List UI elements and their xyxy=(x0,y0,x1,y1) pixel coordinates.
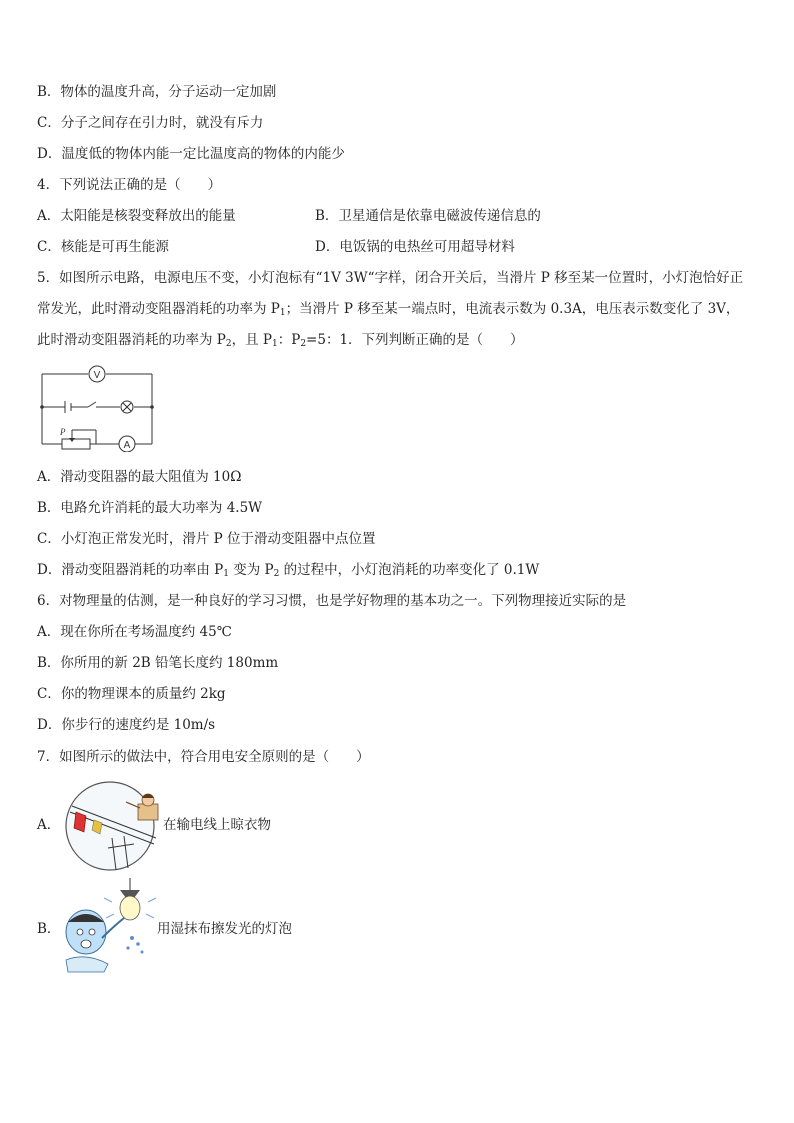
q6-option-a: A．现在你所在考场温度约 45℃ xyxy=(37,624,232,640)
circuit-diagram xyxy=(36,362,156,452)
q6-option-c: C．你的物理课本的质量约 2kg xyxy=(37,686,226,702)
q7-option-a-caption: 在输电线上晾衣物 xyxy=(163,817,271,833)
q5-option-c: C．小灯泡正常发光时，滑片 P 位于滑动变阻器中点位置 xyxy=(37,531,376,547)
q3-option-d: D．温度低的物体内能一定比温度高的物体的内能少 xyxy=(37,146,345,162)
q4-stem: 4．下列说法正确的是（ ） xyxy=(37,177,222,193)
q7-option-a-label: A． xyxy=(37,817,61,833)
voltmeter-label: V xyxy=(93,370,101,381)
q7-stem: 7．如图所示的做法中，符合用电安全原则的是（ ） xyxy=(37,749,370,765)
q6-option-d: D．你步行的速度约是 10m/s xyxy=(37,717,216,733)
q4-option-a: A．太阳能是核裂变释放出的能量 xyxy=(37,208,236,224)
q6-option-b: B．你所用的新 2B 铅笔长度约 180mm xyxy=(37,655,279,671)
q3-option-c: C．分子之间存在引力时，就没有斥力 xyxy=(37,115,264,131)
q7-option-b-label: B． xyxy=(37,921,61,937)
q7-option-b-caption: 用湿抹布擦发光的灯泡 xyxy=(157,921,292,937)
slider-label: P xyxy=(60,427,66,437)
q5-option-a: A．滑动变阻器的最大阻值为 10Ω xyxy=(37,469,242,485)
q5-stem-line3: 此时滑动变阻器消耗的功率为 $P_2$，且 $P_1$：$P_2=5$：1．下列判断正确的是（ ） xyxy=(37,332,524,349)
q3-option-b: B．物体的温度升高，分子运动一定加剧 xyxy=(37,84,277,100)
ammeter-label: A xyxy=(123,440,131,451)
q6-stem: 6．对物理量的估测，是一种良好的学习习惯，也是学好物理的基本功之一。下列物理接近实际的是 xyxy=(37,593,627,609)
wet-cloth-bulb-illustration xyxy=(58,878,158,974)
q5-stem-line2: 常发光，此时滑动变阻器消耗的功率为 $P_1$；当滑片 P 移至某一端点时，电流表示数为 0.3A，电压表示数变化了 3V， xyxy=(37,301,740,318)
q5-stem-line1: 5．如图所示电路，电源电压不变，小灯泡标有“1V 3W“字样，闭合开关后，当滑片 P 移至某一位置时，小灯泡恰好正 xyxy=(37,270,744,286)
q4-option-c: C．核能是可再生能源 xyxy=(37,239,169,255)
q4-option-d: D．电饭锅的电热丝可用超导材料 xyxy=(315,239,515,255)
q5-option-d: D．滑动变阻器消耗的功率由 $P_1$ 变为 $P_2$ 的过程中，小灯泡消耗的功率变化了 0.1W xyxy=(37,562,540,579)
clothes-on-power-line-illustration xyxy=(64,778,164,874)
q5-option-b: B．电路允许消耗的最大功率为 4.5W xyxy=(37,500,263,516)
q4-option-b: B．卫星通信是依靠电磁波传递信息的 xyxy=(315,208,541,224)
